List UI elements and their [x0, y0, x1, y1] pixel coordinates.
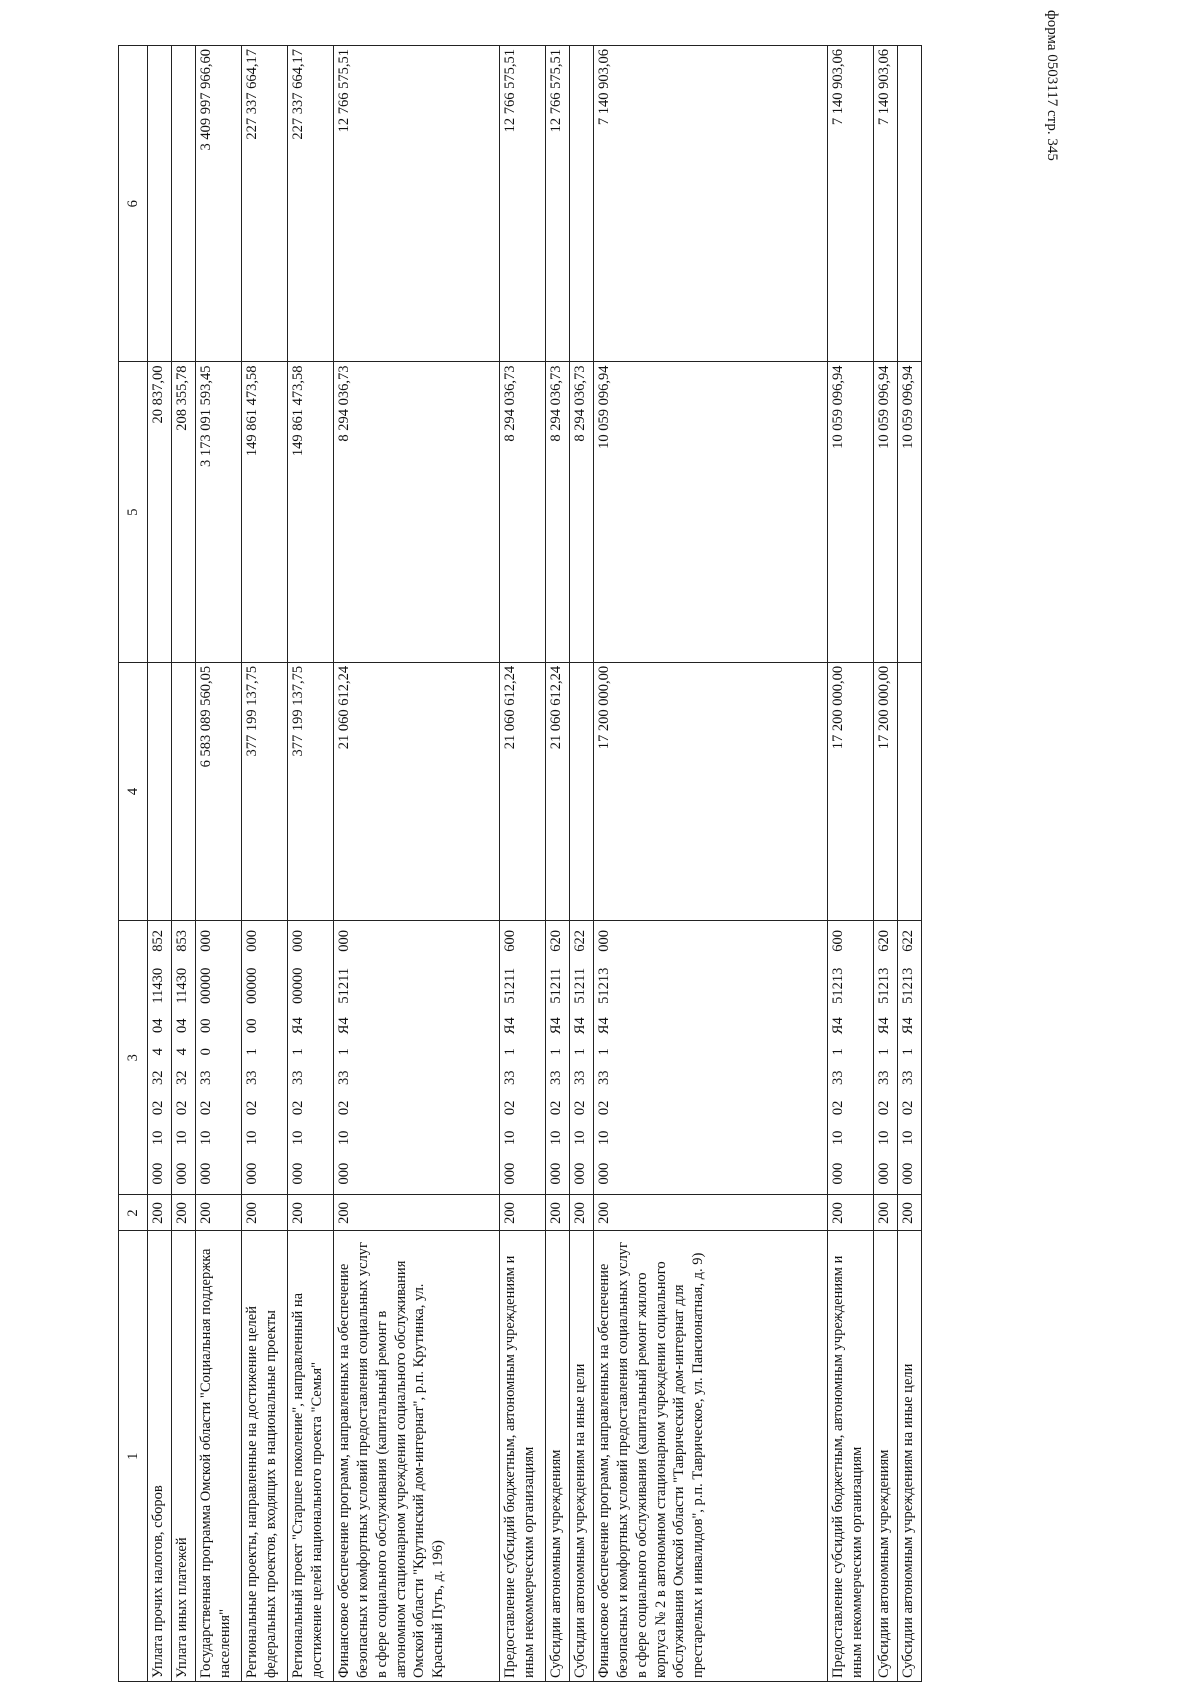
row-unexecuted: 12 766 575,51	[334, 46, 500, 362]
row-executed: 8 294 036,73	[334, 362, 500, 662]
row-executed: 8 294 036,73	[500, 362, 546, 662]
row-code-segment: 1	[288, 1041, 334, 1063]
row-approved: 17 200 000,00	[594, 662, 828, 920]
row-code-segment: 51213	[594, 961, 828, 1011]
table-row	[828, 46, 874, 1682]
row-unexecuted: 12 766 575,51	[546, 46, 570, 362]
row-code-segment: 51211	[570, 961, 594, 1011]
row-name: Уплата прочих налогов, сборов	[148, 1231, 172, 1682]
row-code-segment: 000	[334, 1153, 500, 1195]
row-approved: 21 060 612,24	[500, 662, 546, 920]
row-approved: 377 199 137,75	[288, 662, 334, 920]
row-code-segment: 1	[874, 1041, 898, 1063]
row-code-segment: 33	[828, 1063, 874, 1093]
row-code-segment: 000	[546, 1153, 570, 1195]
row-unexecuted: 3 409 997 966,60	[196, 46, 242, 362]
row-code-segment: 000	[196, 1153, 242, 1195]
row-approved: 6 583 089 560,05	[196, 662, 242, 920]
table-row	[570, 46, 594, 1682]
row-code-segment: 000	[874, 1153, 898, 1195]
row-code-segment: 00000	[196, 961, 242, 1011]
row-code-segment: Я4	[828, 1011, 874, 1041]
row-code-segment: 02	[594, 1093, 828, 1123]
row-code-segment: 02	[828, 1093, 874, 1123]
row-code-segment: 600	[828, 921, 874, 961]
table-row	[594, 46, 828, 1682]
row-code-segment: 000	[242, 1153, 288, 1195]
table-row	[172, 46, 196, 1682]
table-row	[546, 46, 570, 1682]
row-approved: 21 060 612,24	[546, 662, 570, 920]
row-code-segment: 10	[334, 1123, 500, 1153]
row-approved	[898, 662, 922, 920]
row-code-segment: 33	[874, 1063, 898, 1093]
row-code-segment: 10	[546, 1123, 570, 1153]
row-executed: 8 294 036,73	[546, 362, 570, 662]
row-name: Предоставление субсидий бюджетным, автономным учреждениям и иным некоммерческим организациям	[828, 1231, 874, 1682]
row-executed: 10 059 096,94	[594, 362, 828, 662]
row-name: Региональный проект "Старшее поколение", направленный на достижение целей национального проекта "Семья"	[288, 1231, 334, 1682]
row-code: 200	[288, 1195, 334, 1231]
row-code-segment: 10	[242, 1123, 288, 1153]
row-name: Финансовое обеспечение программ, направленных на обеспечение безопасных и комфортных условий предоставления социальных услуг в сфере социального обслуживания (капитальный ремонт жилого корпуса № 2 в автономном стационарном учреждении социального обслуживания Омской области "Таврический дом-интернат для престарелых и инвалидов", р.п. Таврическое, ул. Пансионатная, д. 9)	[594, 1231, 828, 1682]
row-code-segment: 04	[172, 1011, 196, 1041]
row-code-segment: 02	[172, 1093, 196, 1123]
table-row	[242, 46, 288, 1682]
row-code-segment: 33	[196, 1063, 242, 1093]
row-code-segment: 000	[148, 1153, 172, 1195]
form-reference: форма 0503117 стр. 345	[1044, 10, 1060, 161]
row-unexecuted: 7 140 903,06	[874, 46, 898, 362]
row-executed: 149 861 473,58	[242, 362, 288, 662]
row-code-segment: 4	[172, 1041, 196, 1063]
row-code-segment: 1	[828, 1041, 874, 1063]
row-approved	[172, 662, 196, 920]
row-code-segment: 000	[334, 921, 500, 961]
row-code-segment: 1	[334, 1041, 500, 1063]
row-unexecuted	[172, 46, 196, 362]
row-code-segment: 02	[196, 1093, 242, 1123]
row-unexecuted	[148, 46, 172, 362]
row-code-segment: 10	[288, 1123, 334, 1153]
row-name: Региональные проекты, направленные на достижение целей федеральных проектов, входящих в национальные проекты	[242, 1231, 288, 1682]
row-approved: 21 060 612,24	[334, 662, 500, 920]
header-col-2: 2	[119, 1195, 148, 1231]
header-col-6: 6	[119, 46, 148, 362]
row-code-segment: 33	[500, 1063, 546, 1093]
row-code: 200	[546, 1195, 570, 1231]
row-code-segment: 11430	[172, 961, 196, 1011]
row-code-segment: 32	[172, 1063, 196, 1093]
row-code-segment: 33	[898, 1063, 922, 1093]
row-code-segment: 33	[242, 1063, 288, 1093]
row-code-segment: 02	[334, 1093, 500, 1123]
row-code-segment: 10	[874, 1123, 898, 1153]
row-code: 200	[242, 1195, 288, 1231]
row-name: Уплата иных платежей	[172, 1231, 196, 1682]
row-code-segment: 02	[570, 1093, 594, 1123]
row-code-segment: Я4	[594, 1011, 828, 1041]
row-code-segment: 000	[594, 921, 828, 961]
row-code-segment: 33	[288, 1063, 334, 1093]
row-unexecuted: 227 337 664,17	[288, 46, 334, 362]
row-unexecuted	[570, 46, 594, 362]
row-code-segment: 02	[546, 1093, 570, 1123]
row-executed: 8 294 036,73	[570, 362, 594, 662]
row-code-segment: 10	[148, 1123, 172, 1153]
row-approved	[148, 662, 172, 920]
row-code-segment: 02	[242, 1093, 288, 1123]
row-code-segment: 04	[148, 1011, 172, 1041]
row-code-segment: 1	[242, 1041, 288, 1063]
row-code-segment: 000	[172, 1153, 196, 1195]
row-code-segment: 000	[242, 921, 288, 961]
table-row	[874, 46, 898, 1682]
row-executed: 208 355,78	[172, 362, 196, 662]
row-name: Субсидии автономным учреждениям	[546, 1231, 570, 1682]
row-code: 200	[828, 1195, 874, 1231]
rotated-report	[118, 45, 922, 1682]
expenditure-table	[118, 45, 922, 1682]
row-code-segment: 0	[196, 1041, 242, 1063]
row-code: 200	[874, 1195, 898, 1231]
row-code-segment: 10	[828, 1123, 874, 1153]
row-approved: 377 199 137,75	[242, 662, 288, 920]
row-approved: 17 200 000,00	[828, 662, 874, 920]
row-code-segment: 10	[594, 1123, 828, 1153]
header-col-5: 5	[119, 362, 148, 662]
row-code-segment: 02	[288, 1093, 334, 1123]
row-code: 200	[594, 1195, 828, 1231]
row-unexecuted: 227 337 664,17	[242, 46, 288, 362]
row-code-segment: Я4	[334, 1011, 500, 1041]
row-executed: 3 173 091 593,45	[196, 362, 242, 662]
row-unexecuted: 7 140 903,06	[828, 46, 874, 362]
row-code-segment: 51213	[874, 961, 898, 1011]
row-code-segment: 000	[288, 1153, 334, 1195]
row-name: Финансовое обеспечение программ, направленных на обеспечение безопасных и комфортных условий предоставления социальных услуг в сфере социального обслуживания (капитальный ремонт в автономном стационарном учреждении социального обслуживания Омской области "Крутинский дом-интернат", р.п. Крутинка, ул. Красный Путь, д. 196)	[334, 1231, 500, 1682]
row-code-segment: 853	[172, 921, 196, 961]
header-col-1: 1	[119, 1231, 148, 1682]
row-code-segment: 00	[196, 1011, 242, 1041]
table-row	[288, 46, 334, 1682]
row-code-segment: Я4	[500, 1011, 546, 1041]
row-code: 200	[500, 1195, 546, 1231]
row-code-segment: 622	[570, 921, 594, 961]
row-code-segment: 1	[898, 1041, 922, 1063]
row-code-segment: 000	[500, 1153, 546, 1195]
row-code-segment: 000	[898, 1153, 922, 1195]
table-row	[898, 46, 922, 1682]
row-code-segment: 1	[570, 1041, 594, 1063]
row-code-segment: 02	[500, 1093, 546, 1123]
row-code-segment: Я4	[546, 1011, 570, 1041]
table-row	[148, 46, 172, 1682]
row-name: Субсидии автономным учреждениям на иные цели	[898, 1231, 922, 1682]
row-code-segment: 02	[148, 1093, 172, 1123]
row-code-segment: 000	[196, 921, 242, 961]
row-name: Государственная программа Омской области "Социальная поддержка населения"	[196, 1231, 242, 1682]
row-approved: 17 200 000,00	[874, 662, 898, 920]
row-code: 200	[148, 1195, 172, 1231]
row-code: 200	[334, 1195, 500, 1231]
row-code-segment: Я4	[288, 1011, 334, 1041]
row-code-segment: 11430	[148, 961, 172, 1011]
row-code-segment: Я4	[898, 1011, 922, 1041]
row-approved	[570, 662, 594, 920]
row-code-segment: 32	[148, 1063, 172, 1093]
table-row	[196, 46, 242, 1682]
row-code-segment: 33	[594, 1063, 828, 1093]
row-code-segment: 10	[172, 1123, 196, 1153]
row-code-segment: 00	[242, 1011, 288, 1041]
row-code: 200	[196, 1195, 242, 1231]
row-code-segment: 10	[500, 1123, 546, 1153]
row-code-segment: 10	[570, 1123, 594, 1153]
row-code: 200	[898, 1195, 922, 1231]
row-executed: 149 861 473,58	[288, 362, 334, 662]
row-executed: 10 059 096,94	[874, 362, 898, 662]
table-row	[500, 46, 546, 1682]
row-executed: 10 059 096,94	[898, 362, 922, 662]
row-code-segment: 00000	[242, 961, 288, 1011]
row-unexecuted: 12 766 575,51	[500, 46, 546, 362]
row-code-segment: 000	[288, 921, 334, 961]
row-code-segment: 51213	[828, 961, 874, 1011]
row-code-segment: Я4	[570, 1011, 594, 1041]
row-code-segment: 000	[594, 1153, 828, 1195]
row-code-segment: 51211	[500, 961, 546, 1011]
row-code-segment: 1	[546, 1041, 570, 1063]
table-row	[334, 46, 500, 1682]
row-code-segment: 4	[148, 1041, 172, 1063]
row-code: 200	[172, 1195, 196, 1231]
row-name: Субсидии автономным учреждениям на иные цели	[570, 1231, 594, 1682]
row-code: 200	[570, 1195, 594, 1231]
row-executed: 20 837,00	[148, 362, 172, 662]
row-code-segment: 51213	[898, 961, 922, 1011]
row-executed: 10 059 096,94	[828, 362, 874, 662]
row-code-segment: 000	[570, 1153, 594, 1195]
row-code-segment: Я4	[874, 1011, 898, 1041]
row-name: Предоставление субсидий бюджетным, автономным учреждениям и иным некоммерческим организациям	[500, 1231, 546, 1682]
row-code-segment: 02	[874, 1093, 898, 1123]
header-col-4: 4	[119, 662, 148, 920]
row-code-segment: 620	[546, 921, 570, 961]
row-code-segment: 33	[334, 1063, 500, 1093]
header-col-3: 3	[119, 921, 148, 1195]
row-code-segment: 852	[148, 921, 172, 961]
row-code-segment: 10	[898, 1123, 922, 1153]
row-code-segment: 51211	[334, 961, 500, 1011]
row-code-segment: 1	[594, 1041, 828, 1063]
row-code-segment: 1	[500, 1041, 546, 1063]
row-code-segment: 33	[546, 1063, 570, 1093]
row-code-segment: 000	[828, 1153, 874, 1195]
row-code-segment: 600	[500, 921, 546, 961]
row-code-segment: 33	[570, 1063, 594, 1093]
row-code-segment: 620	[874, 921, 898, 961]
row-code-segment: 10	[196, 1123, 242, 1153]
row-code-segment: 51211	[546, 961, 570, 1011]
row-unexecuted: 7 140 903,06	[594, 46, 828, 362]
row-code-segment: 00000	[288, 961, 334, 1011]
header-row	[119, 46, 148, 1682]
row-unexecuted	[898, 46, 922, 362]
row-code-segment: 622	[898, 921, 922, 961]
row-name: Субсидии автономным учреждениям	[874, 1231, 898, 1682]
row-code-segment: 02	[898, 1093, 922, 1123]
